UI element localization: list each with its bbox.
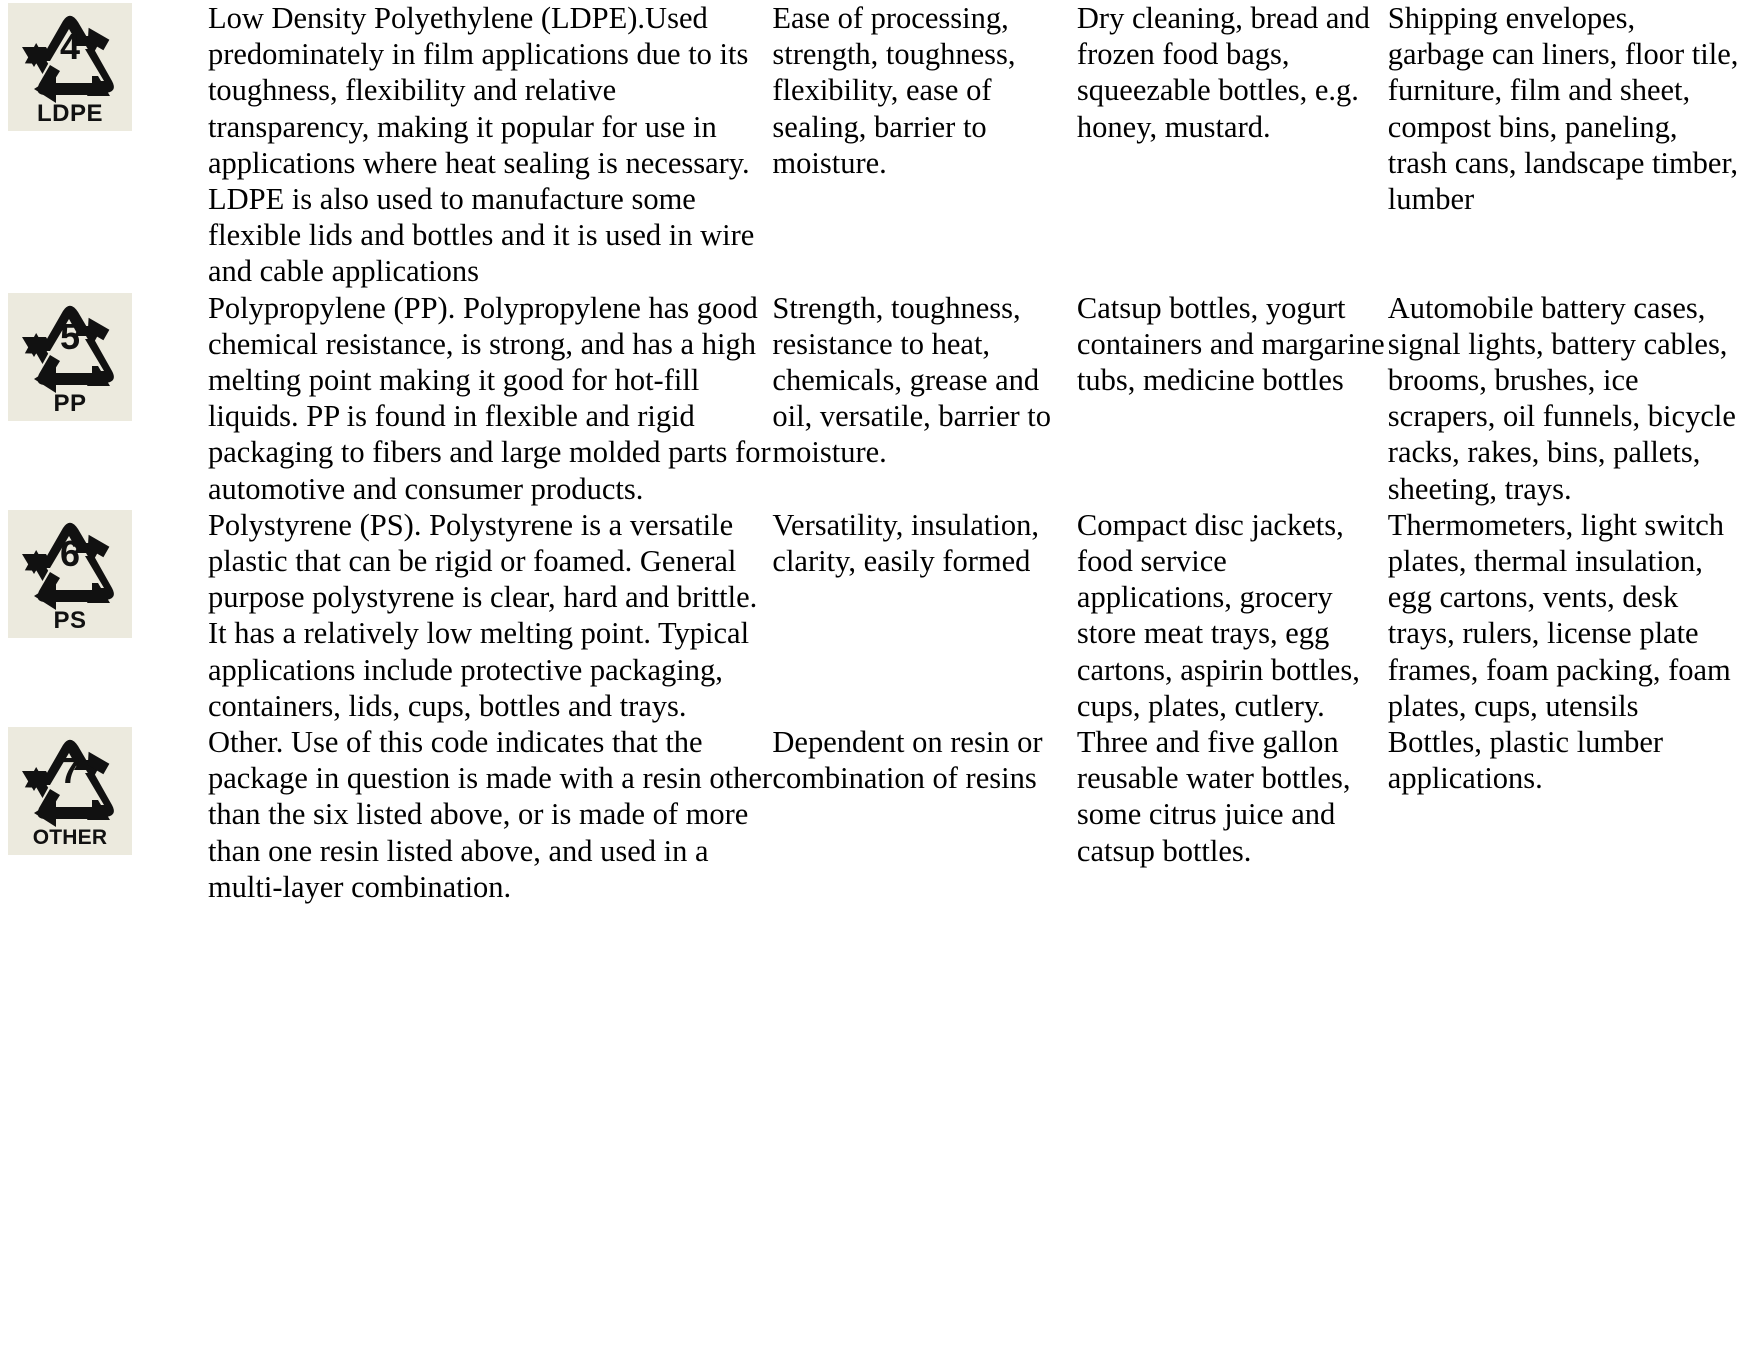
resin-properties-cell	[772, 0, 1077, 290]
resin-applications-text: Three and five gallon reusable water bottles, some citrus juice and catsup bottles.	[1076, 725, 1351, 868]
resin-products-text: Bottles, plastic lumber applications.	[1387, 725, 1664, 796]
table-row	[0, 724, 1739, 905]
resin-applications-cell	[1077, 0, 1388, 290]
resin-products-cell	[1388, 724, 1739, 905]
resin-description-text: Polystyrene (PS). Polystyrene is a versatile plastic that can be rigid or foamed. General purpose polystyrene is clear, hard and brittle. It has a relatively low melting point. Typical applications include protective packaging, containers, lids, cups, bottles and trays.	[207, 507, 758, 723]
resin-description-cell	[208, 507, 772, 724]
resin-label: PP	[53, 389, 87, 417]
resin-applications-cell	[1077, 507, 1388, 724]
resin-description-text: Low Density Polyethylene (LDPE).Used predominately in film applications due to its toughness, flexibility and relative transparency, making it popular for use in applications where heat sealing is necessary. LDPE is also used to manufacture some flexible lids and bottles and it is used in wire and cable applications	[207, 1, 755, 289]
resin-properties-text: Strength, toughness, resistance to heat, chemicals, grease and oil, versatile, barrier to moisture.	[772, 290, 1052, 470]
resin-symbol-cell	[0, 0, 208, 290]
resin-applications-text: Compact disc jackets, food service applications, grocery store meat trays, egg cartons, aspirin bottles, cups, plates, cutlery.	[1076, 507, 1360, 723]
resin-label: OTHER	[32, 826, 108, 850]
recycling-triangle-icon	[8, 3, 132, 131]
table-row	[0, 290, 1739, 507]
resin-applications-text: Dry cleaning, bread and frozen food bags, squeezable bottles, e.g. honey, mustard.	[1076, 1, 1370, 144]
resin-applications-cell	[1077, 290, 1388, 507]
resin-description-cell	[208, 0, 772, 290]
resin-symbol-cell	[0, 507, 208, 724]
resin-products-text: Thermometers, light switch plates, thermal insulation, egg cartons, vents, desk trays, rulers, license plate frames, foam packing, foam plates, cups, utensils	[1387, 507, 1731, 723]
resin-number: 5	[59, 315, 81, 357]
resin-properties-text: Ease of processing, strength, toughness, flexibility, ease of sealing, barrier to moisture.	[772, 1, 1016, 180]
resin-description-cell	[208, 724, 772, 905]
resin-products-cell	[1388, 507, 1739, 724]
resin-symbol-cell	[0, 724, 208, 905]
recycling-triangle-icon	[8, 510, 132, 638]
resin-label: PS	[53, 606, 87, 634]
resin-description-text: Other. Use of this code indicates that the package in question is made with a resin other than the six listed above, or is made of more than one resin listed above, and used in a multi-layer combination.	[207, 725, 773, 904]
resin-properties-cell	[772, 507, 1077, 724]
recycling-triangle-icon	[8, 727, 132, 855]
resin-description-text: Polypropylene (PP). Polypropylene has good chemical resistance, is strong, and has a high melting point making it good for hot-fill liquids. PP is found in flexible and rigid packaging to fibers and large molded parts for automotive and consumer products.	[207, 290, 771, 506]
table-row	[0, 507, 1739, 724]
resin-number: 7	[59, 750, 81, 792]
resin-properties-cell	[772, 290, 1077, 507]
resin-properties-text: Dependent on resin or combination of resins	[772, 725, 1043, 796]
resin-number: 6	[59, 532, 81, 574]
resin-products-text: Automobile battery cases, signal lights, battery cables, brooms, brushes, ice scrapers, oil funnels, bicycle racks, rakes, bins, pallets, sheeting, trays.	[1387, 290, 1736, 506]
resin-products-cell	[1388, 290, 1739, 507]
recycling-triangle-icon	[8, 293, 132, 421]
resin-products-cell	[1388, 0, 1739, 290]
resin-properties-cell	[772, 724, 1077, 905]
resin-symbol-cell	[0, 290, 208, 507]
resin-description-cell	[208, 290, 772, 507]
resin-properties-text: Versatility, insulation, clarity, easily formed	[772, 507, 1039, 579]
resin-label: LDPE	[36, 100, 103, 127]
resin-applications-text: Catsup bottles, yogurt containers and margarine tubs, medicine bottles	[1076, 290, 1385, 398]
resin-applications-cell	[1077, 724, 1388, 905]
resin-number: 4	[59, 26, 81, 67]
resin-products-text: Shipping envelopes, garbage can liners, floor tile, furniture, film and sheet, compost bins, paneling, trash cans, landscape timber, lumber	[1387, 1, 1739, 217]
table-row	[0, 0, 1739, 290]
